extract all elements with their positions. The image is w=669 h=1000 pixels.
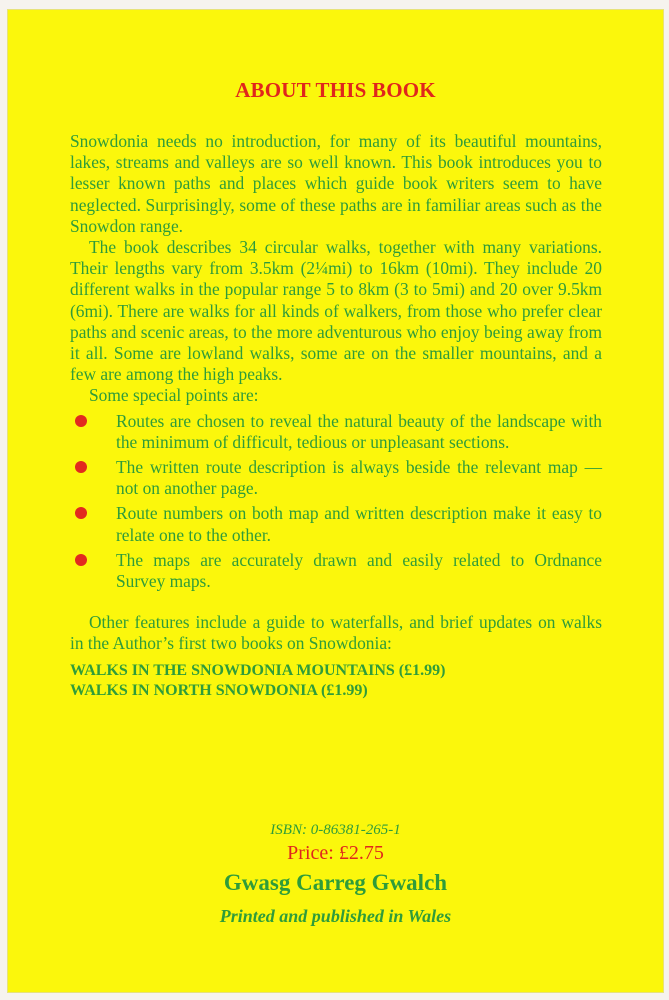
price: Price: £2.75 bbox=[287, 842, 384, 864]
red-bullet-icon bbox=[75, 415, 87, 427]
printed-note: Printed and published in Wales bbox=[219, 906, 452, 926]
description bbox=[70, 131, 602, 701]
red-bullet-icon bbox=[75, 461, 87, 473]
list-item bbox=[70, 503, 602, 545]
isbn: ISBN: 0-86381-265-1 bbox=[270, 822, 401, 838]
page-title: ABOUT THIS BOOK bbox=[235, 78, 436, 102]
related-books bbox=[70, 661, 602, 701]
walks-paragraph: The book describes 34 circular walks, together with many variations. Their lengths vary from 3.5km (2¼mi) to 16km (10mi). They include 20 different walks in the popular range 5 to 8km (3 to 5mi) and 20 over 9.5km (6mi). There are walks for all kinds of walkers, from those who prefer clear paths and scenic areas, to the more adventurous who enjoy being away from it all. Some are lowland walks, some are on the smaller mountains, and a few are among the high peaks. bbox=[70, 237, 602, 385]
list-item bbox=[70, 411, 602, 453]
other-features-paragraph: Other features include a guide to waterfalls, and brief updates on walks in the Author’s first two books on Snowdonia: bbox=[70, 612, 602, 654]
red-bullet-icon bbox=[75, 507, 87, 519]
special-points-list bbox=[70, 411, 602, 593]
publisher-name: Gwasg Carreg Gwalch bbox=[223, 870, 448, 895]
intro-paragraph: Snowdonia needs no introduction, for many of its beautiful mountains, lakes, streams and valleys are so well known. This book introduces you to lesser known paths and places which guide book writers seem to have neglected. Surprisingly, some of these paths are in familiar areas such as the Snowdon range. bbox=[70, 131, 602, 236]
back-cover bbox=[8, 10, 663, 992]
list-item bbox=[70, 550, 602, 592]
list-item-text: Routes are chosen to reveal the natural beauty of the landscape with the minimum of difficult, tedious or unpleasant sections. bbox=[116, 410, 602, 452]
list-item-text: The written route description is always beside the relevant map — not on another page. bbox=[116, 457, 602, 499]
list-item-text: Route numbers on both map and written description make it easy to relate one to the other. bbox=[116, 503, 602, 545]
list-item-text: The maps are accurately drawn and easily related to Ordnance Survey maps. bbox=[116, 549, 602, 592]
book-title: WALKS IN THE SNOWDONIA MOUNTAINS (£1.99) bbox=[70, 661, 446, 679]
special-points-heading: Some special points are: bbox=[89, 385, 259, 406]
book-title: WALKS IN NORTH SNOWDONIA (£1.99) bbox=[70, 681, 368, 699]
red-bullet-icon bbox=[75, 554, 87, 566]
list-item bbox=[70, 457, 602, 499]
